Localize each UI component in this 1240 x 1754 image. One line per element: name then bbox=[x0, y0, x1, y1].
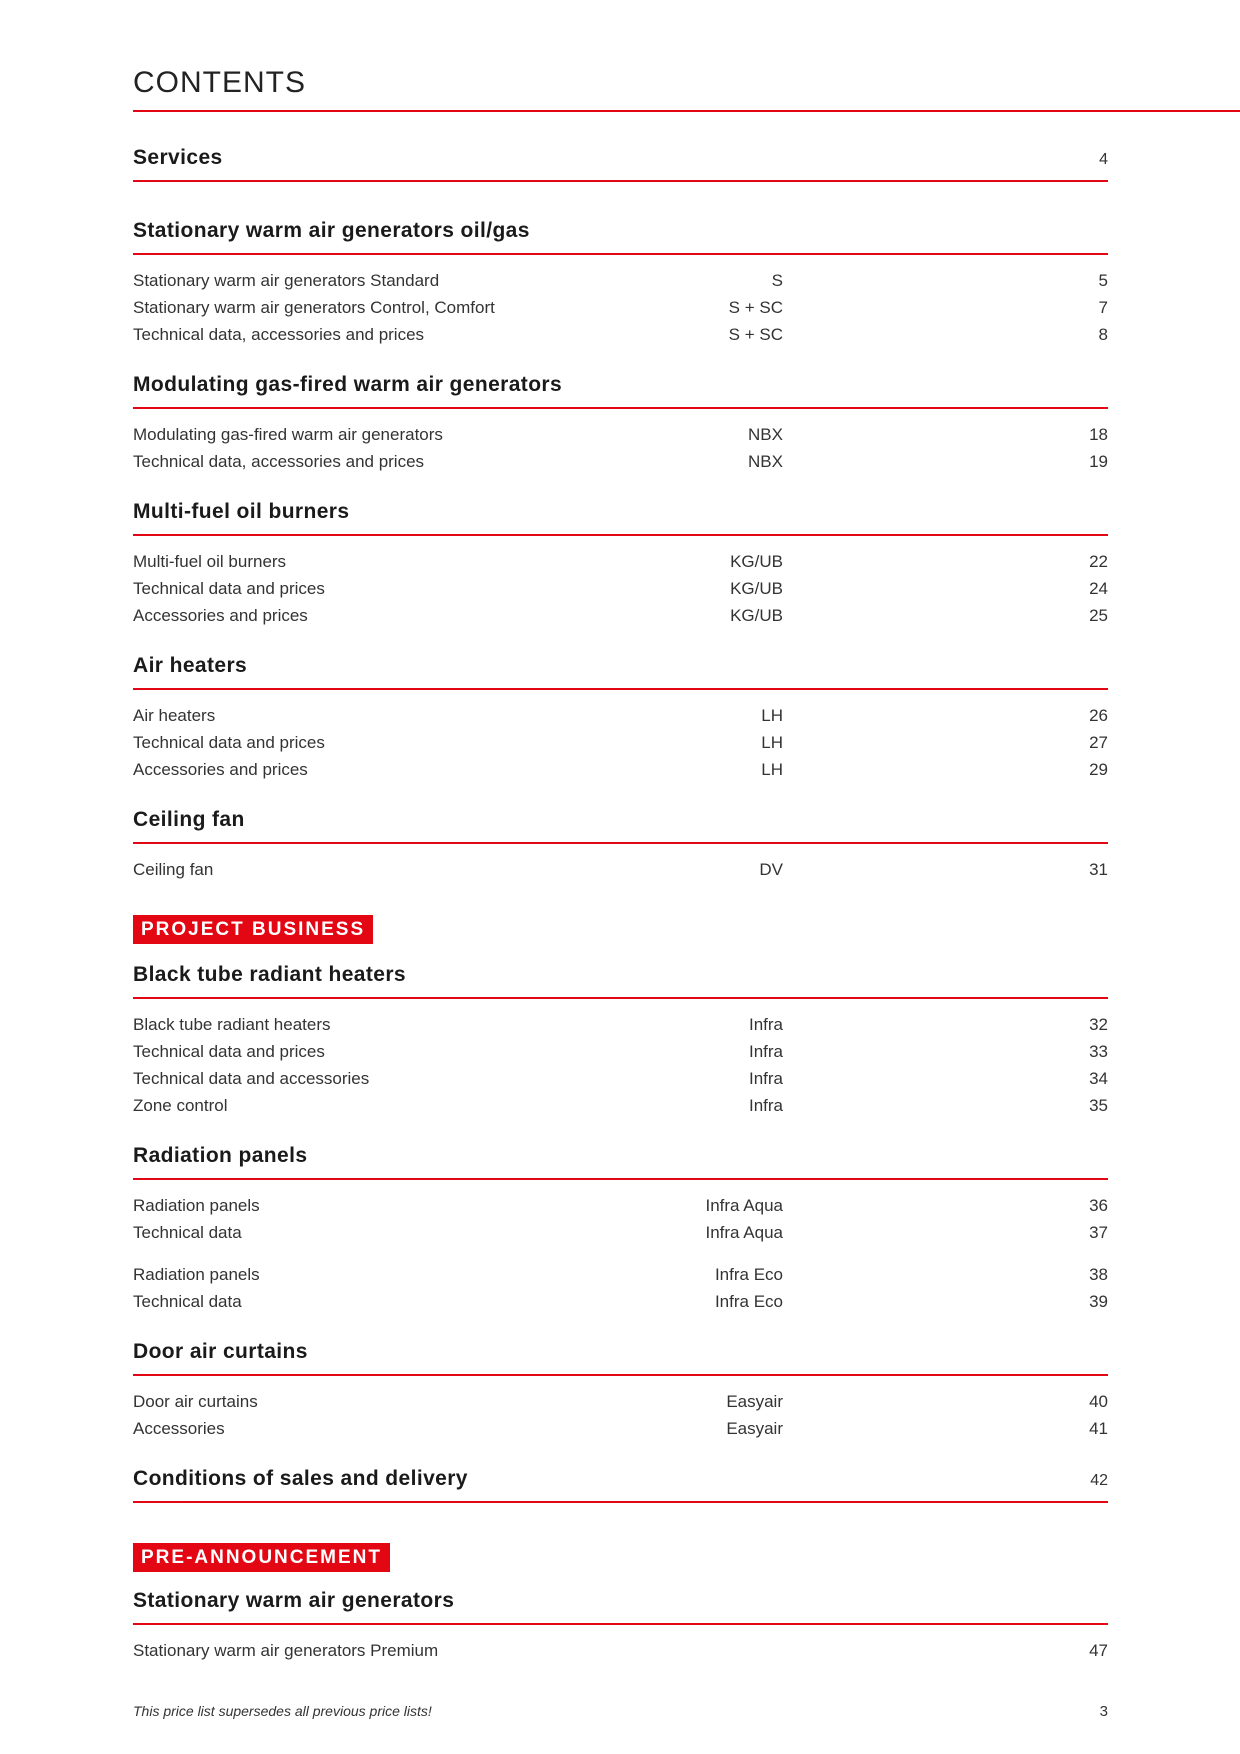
toc-row-label: Technical data and prices bbox=[133, 1042, 325, 1061]
toc-row-code: Infra Aqua bbox=[705, 1196, 783, 1215]
section-divider bbox=[133, 1623, 1108, 1625]
section-divider bbox=[133, 407, 1108, 409]
section-radiation-header bbox=[133, 1144, 1108, 1168]
toc-row-code: LH bbox=[761, 760, 783, 779]
toc-row[interactable] bbox=[133, 1196, 1108, 1223]
section-divider bbox=[133, 997, 1108, 999]
section-divider bbox=[133, 688, 1108, 690]
toc-row-code: Infra bbox=[748, 1042, 783, 1061]
toc-row[interactable] bbox=[133, 733, 1108, 760]
toc-row-label: Stationary warm air generators Control, Comfort bbox=[133, 298, 495, 317]
toc-row-code: Easyair bbox=[726, 1419, 783, 1438]
section-divider bbox=[133, 1501, 1108, 1503]
toc-row-code: S + SC bbox=[728, 298, 783, 317]
toc-row-label: Radiation panels bbox=[133, 1265, 260, 1284]
toc-row-code: KG/UB bbox=[730, 579, 783, 598]
toc-row-label: Technical data and prices bbox=[133, 579, 325, 598]
toc-row-code: LH bbox=[761, 706, 783, 725]
toc-row[interactable] bbox=[133, 860, 1108, 887]
toc-row[interactable] bbox=[133, 706, 1108, 733]
toc-row-label: Multi-fuel oil burners bbox=[133, 552, 287, 571]
toc-row-page: 27 bbox=[1089, 733, 1108, 752]
toc-row-page: 29 bbox=[1089, 760, 1108, 779]
toc-row-page: 24 bbox=[1089, 579, 1108, 598]
toc-row-label: Stationary warm air generators Premium bbox=[133, 1641, 439, 1660]
toc-row[interactable] bbox=[133, 579, 1108, 606]
section-divider bbox=[133, 1178, 1108, 1180]
toc-row-page: 31 bbox=[1089, 860, 1108, 879]
toc-row[interactable] bbox=[133, 1015, 1108, 1042]
toc-row-code: NBX bbox=[748, 452, 783, 471]
toc-row-label: Stationary warm air generators Standard bbox=[133, 271, 440, 290]
toc-row-page: 37 bbox=[1089, 1223, 1108, 1242]
toc-row[interactable] bbox=[133, 1292, 1108, 1319]
toc-row-page: 8 bbox=[1098, 325, 1108, 344]
toc-row-page: 19 bbox=[1089, 452, 1108, 471]
toc-row[interactable] bbox=[133, 1223, 1108, 1250]
footer-note: This price list supersedes all previous price lists! bbox=[133, 1703, 432, 1719]
section-page-number: 42 bbox=[1090, 1472, 1108, 1489]
toc-row-page: 39 bbox=[1089, 1292, 1108, 1311]
toc-row[interactable] bbox=[133, 760, 1108, 787]
toc-row-label: Technical data and prices bbox=[133, 733, 325, 752]
toc-row[interactable] bbox=[133, 452, 1108, 479]
toc-row-label: Modulating gas-fired warm air generators bbox=[133, 425, 443, 444]
section-title: Ceiling fan bbox=[133, 808, 245, 831]
toc-row[interactable] bbox=[133, 325, 1108, 352]
toc-row[interactable] bbox=[133, 1042, 1108, 1069]
toc-row-code: DV bbox=[759, 860, 783, 879]
toc-row-page: 38 bbox=[1089, 1265, 1108, 1284]
section-title: Stationary warm air generators bbox=[133, 1589, 455, 1612]
section-black-tube-header bbox=[133, 963, 1108, 987]
toc-row[interactable] bbox=[133, 425, 1108, 452]
toc-row-code: Infra bbox=[748, 1096, 783, 1115]
section-title: Radiation panels bbox=[133, 1144, 308, 1167]
toc-row-page: 40 bbox=[1089, 1392, 1108, 1411]
section-title: Conditions of sales and delivery bbox=[133, 1467, 468, 1490]
toc-row-code: Infra Eco bbox=[714, 1265, 783, 1284]
toc-row-page: 41 bbox=[1089, 1419, 1108, 1438]
toc-row-code: S + SC bbox=[728, 325, 783, 344]
toc-row-code: S bbox=[771, 271, 783, 290]
toc-row-page: 22 bbox=[1089, 552, 1108, 571]
toc-row-label: Ceiling fan bbox=[133, 860, 214, 879]
toc-row[interactable] bbox=[133, 1069, 1108, 1096]
toc-row-label: Zone control bbox=[133, 1096, 228, 1115]
project-business-badge: PROJECT BUSINESS bbox=[133, 915, 373, 944]
toc-row-page: 34 bbox=[1089, 1069, 1108, 1088]
toc-row-label: Radiation panels bbox=[133, 1196, 260, 1215]
toc-row-page: 47 bbox=[1089, 1641, 1108, 1660]
toc-row-code: LH bbox=[761, 733, 783, 752]
section-divider bbox=[133, 253, 1108, 255]
section-conditions-header[interactable] bbox=[133, 1467, 1108, 1491]
pre-announcement-badge: PRE-ANNOUNCEMENT bbox=[133, 1543, 390, 1572]
section-title: Air heaters bbox=[133, 654, 248, 677]
section-title: Black tube radiant heaters bbox=[133, 963, 406, 986]
toc-row-label: Black tube radiant heaters bbox=[133, 1015, 331, 1034]
toc-row-page: 18 bbox=[1089, 425, 1108, 444]
toc-row[interactable] bbox=[133, 298, 1108, 325]
toc-row-label: Door air curtains bbox=[133, 1392, 258, 1411]
section-title: Modulating gas-fired warm air generators bbox=[133, 373, 563, 396]
section-divider bbox=[133, 180, 1108, 182]
toc-row-code: NBX bbox=[748, 425, 783, 444]
title-divider bbox=[133, 110, 1240, 112]
section-title: Door air curtains bbox=[133, 1340, 308, 1363]
toc-row-page: 25 bbox=[1089, 606, 1108, 625]
section-title: Stationary warm air generators oil/gas bbox=[133, 219, 530, 242]
section-title: Multi-fuel oil burners bbox=[133, 500, 350, 523]
section-multifuel-header bbox=[133, 500, 1108, 524]
toc-row-page: 5 bbox=[1098, 271, 1108, 290]
toc-row-label: Technical data bbox=[133, 1292, 242, 1311]
toc-row[interactable] bbox=[133, 271, 1108, 298]
toc-row[interactable] bbox=[133, 1392, 1108, 1419]
section-air-heaters-header bbox=[133, 654, 1108, 678]
toc-row-label: Accessories bbox=[133, 1419, 225, 1438]
section-modulating-header bbox=[133, 373, 1108, 397]
section-door-curtains-header bbox=[133, 1340, 1108, 1364]
toc-row-page: 7 bbox=[1098, 298, 1108, 317]
toc-row[interactable] bbox=[133, 1641, 1108, 1668]
page-title: CONTENTS bbox=[133, 66, 306, 99]
toc-row-code: Infra bbox=[748, 1015, 783, 1034]
toc-row[interactable] bbox=[133, 552, 1108, 579]
toc-row-page: 32 bbox=[1089, 1015, 1108, 1034]
section-page-number: 4 bbox=[1099, 151, 1108, 168]
section-ceiling-fan-header bbox=[133, 808, 1108, 832]
toc-row[interactable] bbox=[133, 1265, 1108, 1292]
toc-row-code: Infra bbox=[748, 1069, 783, 1088]
section-divider bbox=[133, 1374, 1108, 1376]
section-divider bbox=[133, 842, 1108, 844]
toc-row-code: KG/UB bbox=[730, 552, 783, 571]
toc-row-code: Infra Eco bbox=[714, 1292, 783, 1311]
toc-row-label: Accessories and prices bbox=[133, 606, 308, 625]
toc-row-code: KG/UB bbox=[730, 606, 783, 625]
section-divider bbox=[133, 534, 1108, 536]
toc-row-label: Technical data and accessories bbox=[133, 1069, 370, 1088]
toc-row-page: 35 bbox=[1089, 1096, 1108, 1115]
section-services-header[interactable] bbox=[133, 146, 1108, 170]
toc-row-label: Technical data, accessories and prices bbox=[133, 325, 425, 344]
toc-row-label: Technical data, accessories and prices bbox=[133, 452, 425, 471]
toc-row-code: Easyair bbox=[726, 1392, 783, 1411]
section-stationary-premium-header bbox=[133, 1589, 1108, 1613]
toc-row[interactable] bbox=[133, 1419, 1108, 1446]
section-title: Services bbox=[133, 146, 223, 169]
toc-row[interactable] bbox=[133, 606, 1108, 633]
toc-row-label: Technical data bbox=[133, 1223, 242, 1242]
toc-row[interactable] bbox=[133, 1096, 1108, 1123]
toc-row-page: 33 bbox=[1089, 1042, 1108, 1061]
toc-row-code: Infra Aqua bbox=[705, 1223, 783, 1242]
toc-row-page: 26 bbox=[1089, 706, 1108, 725]
toc-row-label: Accessories and prices bbox=[133, 760, 308, 779]
footer-page-number: 3 bbox=[1099, 1703, 1108, 1720]
section-oil-gas-header bbox=[133, 219, 1108, 243]
toc-row-label: Air heaters bbox=[133, 706, 216, 725]
toc-row-page: 36 bbox=[1089, 1196, 1108, 1215]
